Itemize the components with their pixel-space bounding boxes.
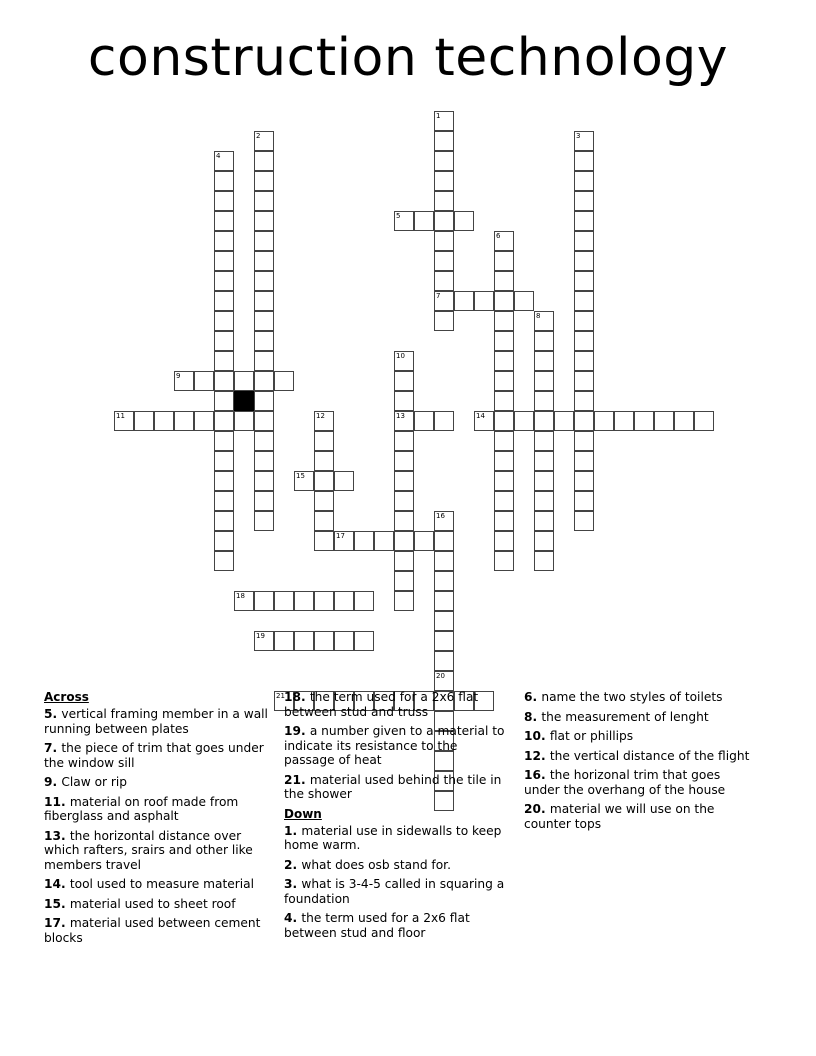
- grid-cell[interactable]: [214, 351, 234, 371]
- grid-cell[interactable]: [254, 211, 274, 231]
- grid-cell[interactable]: [574, 431, 594, 451]
- down-clue-1: [284, 824, 510, 853]
- grid-cell[interactable]: [254, 471, 274, 491]
- across-clue-15: [44, 897, 270, 912]
- grid-cell[interactable]: [434, 511, 454, 531]
- grid-cell[interactable]: [314, 531, 334, 551]
- grid-cell[interactable]: [574, 231, 594, 251]
- across-clue-21: [284, 773, 510, 802]
- across-heading: Across: [44, 690, 89, 704]
- grid-cell[interactable]: [314, 451, 334, 471]
- grid-cell[interactable]: [214, 191, 234, 211]
- grid-cell[interactable]: [214, 471, 234, 491]
- grid-cell[interactable]: [374, 531, 394, 551]
- grid-cell[interactable]: [434, 311, 454, 331]
- grid-cell[interactable]: [534, 491, 554, 511]
- grid-cell[interactable]: [574, 131, 594, 151]
- clue-number: 6.: [524, 690, 542, 704]
- grid-cell[interactable]: [214, 391, 234, 411]
- grid-cell[interactable]: [254, 591, 274, 611]
- grid-cell[interactable]: [494, 511, 514, 531]
- clue-number: 7.: [44, 741, 62, 755]
- grid-cell[interactable]: [534, 551, 554, 571]
- clues-column-1: [44, 690, 284, 950]
- grid-cell[interactable]: [534, 331, 554, 351]
- grid-cell[interactable]: [394, 211, 414, 231]
- grid-cell-number: 14: [476, 412, 485, 420]
- grid-cell[interactable]: [314, 591, 334, 611]
- across-clue-5: [44, 707, 270, 736]
- grid-cell[interactable]: [254, 271, 274, 291]
- clue-number: 3.: [284, 877, 302, 891]
- clues-column-2: [284, 690, 524, 945]
- grid-cell[interactable]: [434, 411, 454, 431]
- page-title: construction technology: [87, 28, 729, 88]
- grid-cell[interactable]: [434, 571, 454, 591]
- grid-cell[interactable]: [414, 211, 434, 231]
- grid-cell[interactable]: [254, 231, 274, 251]
- grid-cell[interactable]: [334, 631, 354, 651]
- grid-cell[interactable]: [214, 371, 234, 391]
- grid-cell[interactable]: [234, 591, 254, 611]
- across-clue-13: [44, 829, 270, 873]
- grid-cell[interactable]: [434, 171, 454, 191]
- grid-cell[interactable]: [254, 371, 274, 391]
- grid-cell[interactable]: [574, 391, 594, 411]
- grid-cell[interactable]: [574, 191, 594, 211]
- grid-cell[interactable]: [434, 611, 454, 631]
- grid-cell[interactable]: [254, 171, 274, 191]
- clue-text: material used to sheet roof: [69, 896, 236, 911]
- grid-cell-number: 19: [256, 632, 265, 640]
- grid-cell[interactable]: [254, 631, 274, 651]
- across-clue-list-part1: [44, 707, 270, 945]
- grid-cell[interactable]: [214, 451, 234, 471]
- grid-cell[interactable]: [214, 491, 234, 511]
- grid-cell[interactable]: [574, 451, 594, 471]
- grid-cell[interactable]: [434, 591, 454, 611]
- grid-cell[interactable]: [434, 631, 454, 651]
- down-clue-16: [524, 768, 750, 797]
- grid-cell[interactable]: [214, 311, 234, 331]
- grid-cell-number: 12: [316, 412, 325, 420]
- clue-number: 12.: [524, 748, 550, 763]
- grid-cell[interactable]: [214, 511, 234, 531]
- grid-cell[interactable]: [574, 411, 594, 431]
- grid-cell[interactable]: [434, 671, 454, 691]
- grid-cell[interactable]: [574, 171, 594, 191]
- grid-cell[interactable]: [254, 291, 274, 311]
- clue-text: the piece of trim that goes under the window sill: [44, 741, 264, 770]
- grid-cell[interactable]: [254, 131, 274, 151]
- down-clue-8: [524, 710, 750, 725]
- across-clue-7: [44, 741, 270, 770]
- clue-number: 14.: [44, 877, 70, 891]
- grid-cell[interactable]: [494, 391, 514, 411]
- grid-cell-number: 7: [436, 292, 441, 300]
- down-clue-6: [524, 690, 750, 705]
- grid-cell[interactable]: [314, 431, 334, 451]
- grid-cell[interactable]: [274, 371, 294, 391]
- grid-cell[interactable]: [434, 151, 454, 171]
- grid-cell[interactable]: [534, 391, 554, 411]
- grid-cell[interactable]: [214, 231, 234, 251]
- grid-cell[interactable]: [434, 271, 454, 291]
- clues-column-3: [524, 690, 764, 836]
- grid-cell[interactable]: [574, 251, 594, 271]
- clue-number: 1.: [284, 823, 302, 838]
- grid-cell[interactable]: [474, 411, 494, 431]
- clue-number: 5.: [44, 707, 62, 721]
- grid-cell[interactable]: [534, 451, 554, 471]
- grid-cell[interactable]: [214, 171, 234, 191]
- grid-cell[interactable]: [194, 371, 214, 391]
- grid-cell-number: 3: [576, 132, 581, 140]
- down-heading: Down: [284, 806, 322, 821]
- grid-cell[interactable]: [434, 191, 454, 211]
- grid-cell[interactable]: [254, 411, 274, 431]
- clue-text: the horizontal distance over which rafters, srairs and other like members travel: [44, 828, 253, 872]
- clue-number: 18.: [284, 690, 310, 704]
- grid-cell[interactable]: [614, 411, 634, 431]
- clue-number: 16.: [524, 768, 550, 782]
- grid-cell[interactable]: [494, 251, 514, 271]
- grid-cell[interactable]: [394, 591, 414, 611]
- clue-number: 19.: [284, 724, 310, 738]
- grid-cell[interactable]: [254, 251, 274, 271]
- grid-cell[interactable]: [214, 251, 234, 271]
- grid-cell[interactable]: [674, 411, 694, 431]
- grid-cell-number: 16: [436, 512, 445, 520]
- across-clue-19: [284, 724, 510, 768]
- grid-cell-number: 4: [216, 152, 221, 160]
- grid-cell[interactable]: [534, 371, 554, 391]
- grid-cell[interactable]: [494, 331, 514, 351]
- grid-cell[interactable]: [574, 371, 594, 391]
- grid-cell[interactable]: [514, 411, 534, 431]
- grid-cell[interactable]: [354, 531, 374, 551]
- grid-cell[interactable]: [494, 531, 514, 551]
- grid-cell[interactable]: [574, 211, 594, 231]
- grid-cell[interactable]: [214, 411, 234, 431]
- grid-cell[interactable]: [214, 211, 234, 231]
- grid-cell[interactable]: [214, 151, 234, 171]
- grid-cell[interactable]: [274, 591, 294, 611]
- grid-cell[interactable]: [494, 411, 514, 431]
- grid-cell[interactable]: [394, 391, 414, 411]
- down-clue-list-part2: [524, 690, 750, 831]
- clue-text: a number given to a material to indicate its resistance to the passage of heat: [284, 724, 505, 767]
- clue-number: 9.: [44, 775, 62, 789]
- clue-text: Claw or rip: [61, 775, 128, 789]
- grid-cell-number: 1: [436, 112, 441, 120]
- clue-text: material on roof made from fiberglass and asphalt: [44, 794, 239, 823]
- clue-text: tool used to measure material: [69, 877, 254, 891]
- grid-cell[interactable]: [314, 631, 334, 651]
- grid-cell[interactable]: [434, 291, 454, 311]
- grid-cell[interactable]: [174, 411, 194, 431]
- across-clue-14: [44, 877, 270, 892]
- down-clue-10: [524, 729, 750, 744]
- grid-cell[interactable]: [434, 231, 454, 251]
- grid-cell[interactable]: [434, 531, 454, 551]
- grid-cell[interactable]: [434, 251, 454, 271]
- grid-cell-number: 8: [536, 312, 541, 320]
- grid-cell[interactable]: [394, 531, 414, 551]
- grid-cell[interactable]: [654, 411, 674, 431]
- grid-cell[interactable]: [254, 391, 274, 411]
- grid-cell[interactable]: [594, 411, 614, 431]
- clue-number: 17.: [44, 916, 70, 930]
- grid-cell-number: 6: [496, 232, 501, 240]
- grid-cell[interactable]: [534, 531, 554, 551]
- grid-cell[interactable]: [574, 351, 594, 371]
- grid-cell[interactable]: [214, 531, 234, 551]
- across-clue-11: [44, 795, 270, 824]
- grid-cell[interactable]: [414, 531, 434, 551]
- down-clue-4: [284, 911, 510, 940]
- grid-cell[interactable]: [514, 291, 534, 311]
- grid-cell[interactable]: [434, 651, 454, 671]
- grid-cell[interactable]: [394, 491, 414, 511]
- grid-cell[interactable]: [574, 511, 594, 531]
- grid-cell[interactable]: [274, 631, 294, 651]
- grid-cell-number: 10: [396, 352, 405, 360]
- clue-number: 13.: [44, 828, 70, 843]
- across-clue-17: [44, 916, 270, 945]
- grid-cell[interactable]: [494, 551, 514, 571]
- grid-cell[interactable]: [294, 631, 314, 651]
- grid-cell[interactable]: [494, 231, 514, 251]
- clue-text: the horizonal trim that goes under the overhang of the house: [524, 768, 726, 797]
- grid-cell[interactable]: [234, 411, 254, 431]
- grid-cell-number: 2: [256, 132, 261, 140]
- grid-cell[interactable]: [454, 211, 474, 231]
- down-clue-list-part1: [284, 824, 510, 941]
- grid-cell[interactable]: [494, 431, 514, 451]
- grid-cell-number: 20: [436, 672, 445, 680]
- grid-cell[interactable]: [214, 431, 234, 451]
- clue-number: 15.: [44, 896, 70, 911]
- clue-text: flat or phillips: [549, 729, 634, 743]
- grid-cell[interactable]: [254, 191, 274, 211]
- clue-number: 10.: [524, 729, 550, 743]
- grid-cell[interactable]: [394, 571, 414, 591]
- grid-cell[interactable]: [294, 471, 314, 491]
- grid-cell[interactable]: [394, 431, 414, 451]
- grid-cell[interactable]: [214, 551, 234, 571]
- clue-number: 11.: [44, 794, 70, 809]
- grid-cell[interactable]: [254, 431, 274, 451]
- grid-cell[interactable]: [574, 331, 594, 351]
- grid-cell-number: 11: [116, 412, 125, 420]
- clue-text: the vertical distance of the flight: [549, 748, 750, 763]
- grid-cell[interactable]: [434, 111, 454, 131]
- clue-number: 2.: [284, 857, 302, 872]
- grid-cell[interactable]: [254, 491, 274, 511]
- grid-cell-number: 9: [176, 372, 181, 380]
- clue-text: material we will use on the counter tops: [524, 802, 715, 831]
- clue-number: 4.: [284, 911, 302, 925]
- grid-cell[interactable]: [694, 411, 714, 431]
- grid-cell[interactable]: [134, 411, 154, 431]
- grid-cell[interactable]: [214, 291, 234, 311]
- grid-cell[interactable]: [394, 551, 414, 571]
- down-clue-12: [524, 749, 750, 764]
- grid-cell[interactable]: [534, 471, 554, 491]
- across-clue-9: [44, 775, 270, 790]
- clue-text: vertical framing member in a wall running between plates: [44, 707, 268, 736]
- grid-cell[interactable]: [494, 271, 514, 291]
- grid-cell[interactable]: [534, 431, 554, 451]
- grid-cell[interactable]: [494, 491, 514, 511]
- grid-cell[interactable]: [394, 371, 414, 391]
- grid-cell-number: 15: [296, 472, 305, 480]
- grid-cell[interactable]: [394, 411, 414, 431]
- grid-cell[interactable]: [214, 271, 234, 291]
- grid-cell[interactable]: [254, 511, 274, 531]
- grid-cell[interactable]: [394, 351, 414, 371]
- clue-number: 20.: [524, 802, 550, 816]
- down-clue-20: [524, 802, 750, 831]
- grid-cell-number: 13: [396, 412, 405, 420]
- grid-cell-number: 18: [236, 592, 245, 600]
- grid-cell-number: 17: [336, 532, 345, 540]
- clue-text: material used behind the tile in the shower: [284, 772, 502, 801]
- grid-cell[interactable]: [574, 291, 594, 311]
- grid-cell[interactable]: [434, 551, 454, 571]
- grid-cell[interactable]: [434, 211, 454, 231]
- grid-cell[interactable]: [574, 471, 594, 491]
- grid-cell[interactable]: [434, 131, 454, 151]
- clue-number: 8.: [524, 709, 542, 724]
- across-clue-list-part2: [284, 690, 510, 802]
- grid-cell[interactable]: [494, 371, 514, 391]
- clue-number: 21.: [284, 772, 310, 787]
- grid-cell[interactable]: [394, 451, 414, 471]
- clue-text: name the two styles of toilets: [541, 690, 723, 704]
- grid-cell[interactable]: [634, 411, 654, 431]
- grid-cell[interactable]: [574, 311, 594, 331]
- grid-cell-number: 21: [276, 692, 285, 700]
- grid-cell[interactable]: [254, 151, 274, 171]
- grid-cell[interactable]: [534, 311, 554, 331]
- grid-cell[interactable]: [494, 291, 514, 311]
- down-clue-2: [284, 858, 510, 873]
- grid-cell[interactable]: [254, 351, 274, 371]
- across-clue-18: [284, 690, 510, 719]
- grid-cell[interactable]: [494, 471, 514, 491]
- grid-cell[interactable]: [314, 471, 334, 491]
- grid-cell[interactable]: [494, 451, 514, 471]
- grid-cell[interactable]: [114, 411, 134, 431]
- grid-cell[interactable]: [394, 471, 414, 491]
- clue-text: the term used for a 2x6 flat between stud and floor: [284, 911, 470, 940]
- clues-container: [0, 690, 816, 1020]
- clue-text: the term used for a 2x6 flat between stud and truss: [284, 690, 479, 719]
- grid-cell[interactable]: [314, 411, 334, 431]
- grid-cell[interactable]: [314, 491, 334, 511]
- clue-text: the measurement of lenght: [541, 709, 709, 724]
- grid-cell[interactable]: [534, 511, 554, 531]
- grid-cell[interactable]: [214, 331, 234, 351]
- grid-cell[interactable]: [494, 311, 514, 331]
- grid-cell[interactable]: [574, 491, 594, 511]
- grid-cell[interactable]: [314, 511, 334, 531]
- grid-cell[interactable]: [354, 631, 374, 651]
- grid-cell[interactable]: [154, 411, 174, 431]
- grid-cell[interactable]: [174, 371, 194, 391]
- grid-cell[interactable]: [414, 411, 434, 431]
- grid-cell[interactable]: [534, 411, 554, 431]
- grid-cell[interactable]: [534, 351, 554, 371]
- clue-text: material used between cement blocks: [44, 916, 261, 945]
- grid-cell[interactable]: [334, 531, 354, 551]
- clue-text: what does osb stand for.: [301, 857, 451, 872]
- grid-cell-blocked: [234, 391, 254, 411]
- grid-cell[interactable]: [254, 451, 274, 471]
- grid-cell[interactable]: [354, 591, 374, 611]
- grid-cell[interactable]: [334, 471, 354, 491]
- grid-cell[interactable]: [474, 291, 494, 311]
- clue-text: what is 3-4-5 called in squaring a foundation: [284, 877, 505, 906]
- clue-text: material use in sidewalls to keep home warm.: [284, 823, 502, 852]
- grid-cell[interactable]: [454, 291, 474, 311]
- grid-cell[interactable]: [554, 411, 574, 431]
- grid-cell[interactable]: [574, 271, 594, 291]
- down-clue-3: [284, 877, 510, 906]
- grid-cell[interactable]: [254, 311, 274, 331]
- grid-cell[interactable]: [494, 351, 514, 371]
- grid-cell[interactable]: [394, 511, 414, 531]
- grid-cell[interactable]: [234, 371, 254, 391]
- grid-cell[interactable]: [254, 331, 274, 351]
- grid-cell-number: 5: [396, 212, 401, 220]
- grid-cell[interactable]: [194, 411, 214, 431]
- grid-cell[interactable]: [334, 591, 354, 611]
- grid-cell[interactable]: [574, 151, 594, 171]
- grid-cell[interactable]: [294, 591, 314, 611]
